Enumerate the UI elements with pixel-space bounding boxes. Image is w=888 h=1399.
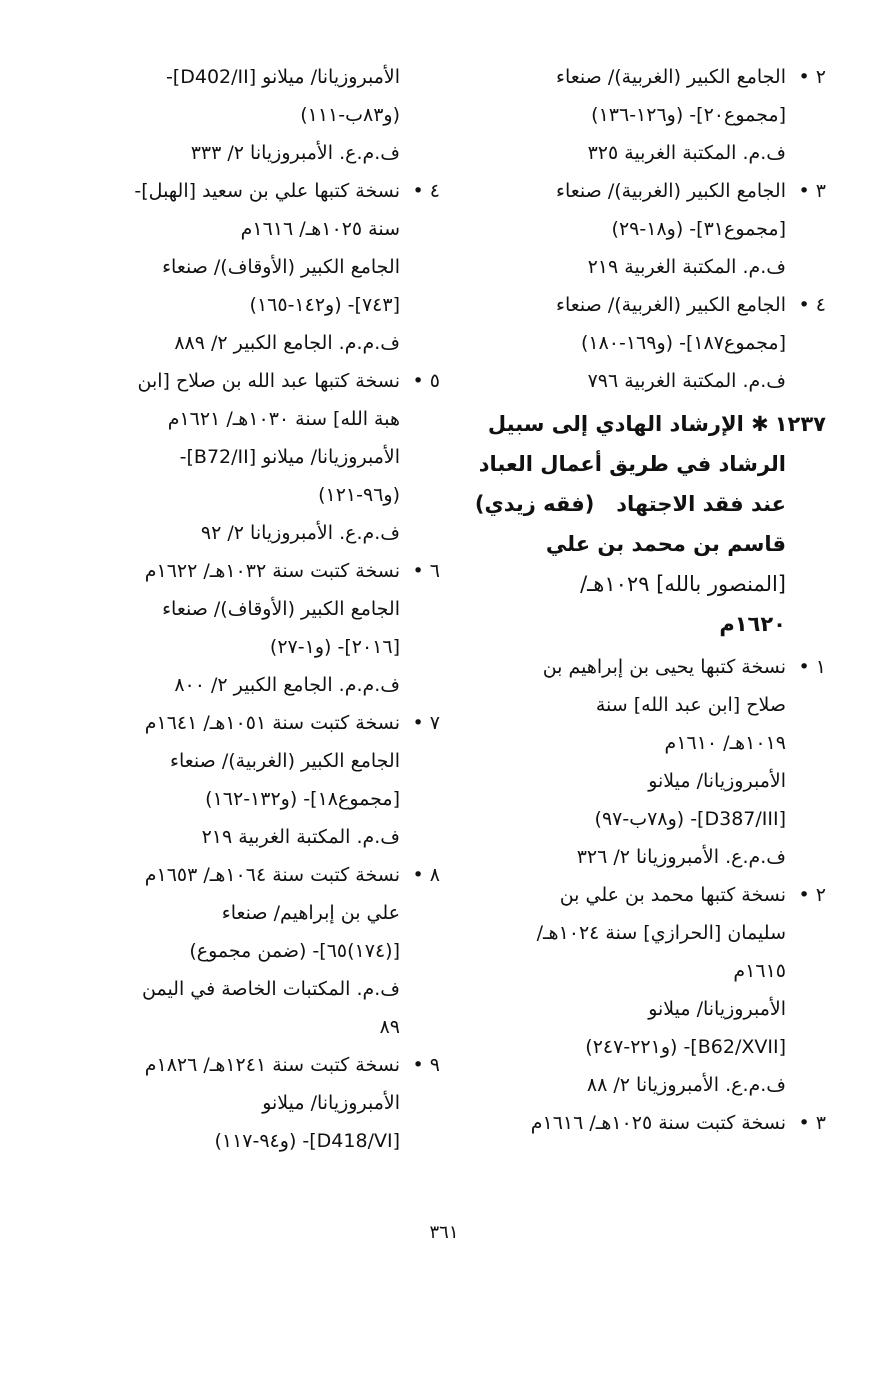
item-line: نسخة كتبها علي بن سعيد [الهبل]-	[134, 180, 400, 202]
item-line: سنة ١٠٢٥هـ/ ١٦١٦م	[240, 218, 400, 240]
item-line: ١٠١٩هـ/ ١٦١٠م	[664, 732, 786, 754]
item-marker: ٤ •	[412, 180, 440, 202]
item-line: (و٨٣ب-١١١)	[300, 104, 400, 126]
item-line: ف.م. المكتبة الغربية ٣٢٥	[587, 142, 786, 164]
item-line: ٨٩	[379, 1016, 400, 1038]
manuscript-item	[92, 856, 440, 1046]
entry-number: ١٢٣٧	[774, 412, 826, 436]
manuscript-item	[92, 552, 440, 704]
right-column	[474, 58, 826, 1142]
item-line: نسخة كتبت سنة ١٠٦٤هـ/ ١٦٥٣م	[144, 864, 400, 886]
item-line: ف.م.ع. الأمبروزيانا ٢/ ٩٢	[200, 522, 400, 544]
item-line: نسخة كتبها عبد الله بن صلاح [ابن	[137, 370, 400, 392]
entry-heading	[474, 404, 826, 644]
item-line: الجامع الكبير (الغربية)/ صنعاء	[170, 750, 400, 772]
item-line: [مجموع١٨]- (و١٣٢-١٦٢)	[205, 788, 400, 810]
item-line: (و٩٦-١٢١)	[318, 484, 400, 506]
item-line: صلاح [ابن عبد الله] سنة	[595, 694, 786, 716]
manuscript-item	[92, 1046, 440, 1160]
manuscript-item	[478, 1104, 826, 1142]
item-line: ف.م. المكتبة الغربية ٢١٩	[587, 256, 786, 278]
item-line: [(١٧٤)٦٥]- (ضمن مجموع)	[189, 940, 400, 962]
item-line: ف.م. المكتبة الغربية ٧٩٦	[587, 370, 786, 392]
item-line: نسخة كتبت سنة ١٠٢٥هـ/ ١٦١٦م	[530, 1112, 786, 1134]
item-line: سليمان [الحرازي] سنة ١٠٢٤هـ/	[536, 922, 786, 944]
item-line: [مجموع٢٠]- (و١٢٦-١٣٦)	[591, 104, 786, 126]
item-line: الأمبروزيانا/ ميلانو	[648, 998, 786, 1020]
item-marker: ٥ •	[412, 370, 440, 392]
entry-title: الإرشاد الهادي إلى سبيل	[487, 412, 744, 436]
item-marker: ٣ •	[798, 180, 826, 202]
entry-author: ١٦٢٠م	[719, 612, 786, 636]
star-icon: ✱	[751, 412, 769, 436]
item-line: هبة الله] سنة ١٠٣٠هـ/ ١٦٢١م	[167, 408, 400, 430]
manuscript-item	[92, 362, 440, 552]
item-line: نسخة كتبها يحيى بن إبراهيم بن	[542, 656, 786, 678]
item-line: [٢٠١٦]- (و١-٢٧)	[269, 636, 400, 658]
manuscript-item	[92, 704, 440, 856]
item-line: [مجموع١٨٧]- (و١٦٩-١٨٠)	[580, 332, 786, 354]
entry-subject: (فقه زيدي)	[474, 492, 595, 516]
entry-title-line	[474, 484, 826, 524]
manuscript-item	[478, 876, 826, 1104]
item-line: [D418/VI]- (و٩٤-١١٧)	[214, 1130, 400, 1152]
item-line: الجامع الكبير (الغربية)/ صنعاء	[556, 66, 786, 88]
manuscript-item	[92, 172, 440, 362]
manuscript-item	[478, 648, 826, 876]
item-line: نسخة كتبت سنة ١٠٥١هـ/ ١٦٤١م	[144, 712, 400, 734]
item-marker: ٩ •	[412, 1054, 440, 1076]
item-line: نسخة كتبت سنة ١٢٤١هـ/ ١٨٢٦م	[144, 1054, 400, 1076]
item-line: الجامع الكبير (الأوقاف)/ صنعاء	[162, 598, 400, 620]
item-line: ف.م.ع. الأمبروزيانا ٢/ ٨٨	[586, 1074, 786, 1096]
item-line: الأمبروزيانا/ ميلانو	[648, 770, 786, 792]
entry-title-line: الرشاد في طريق أعمال العباد	[478, 452, 786, 476]
item-line: علي بن إبراهيم/ صنعاء	[221, 902, 400, 924]
item-line: الجامع الكبير (الأوقاف)/ صنعاء	[162, 256, 400, 278]
item-line: ف.م.م. الجامع الكبير ٢/ ٨٨٩	[174, 332, 400, 354]
item-marker: ٢ •	[798, 66, 826, 88]
manuscript-item	[478, 58, 826, 172]
item-marker: ٣ •	[798, 1112, 826, 1134]
entry-title: عند فقد الاجتهاد	[616, 492, 786, 516]
item-line: ف.م. المكتبة الغربية ٢١٩	[201, 826, 400, 848]
item-line: الأمبروزيانا/ ميلانو [B72/II]-	[179, 446, 400, 468]
item-line: [D387/III]- (و٧٨ب-٩٧)	[594, 808, 786, 830]
item-line: [مجموع٣١]- (و١٨-٢٩)	[611, 218, 786, 240]
item-line: [٧٤٣]- (و١٤٢-١٦٥)	[249, 294, 400, 316]
item-marker: ٤ •	[798, 294, 826, 316]
manuscript-item	[478, 172, 826, 286]
page-number: ٣٦١	[429, 1222, 459, 1243]
item-marker: ٧ •	[412, 712, 440, 734]
manuscript-item	[478, 286, 826, 400]
continuation-block	[92, 58, 440, 172]
item-line: نسخة كتبت سنة ١٠٣٢هـ/ ١٦٢٢م	[144, 560, 400, 582]
item-line: الجامع الكبير (الغربية)/ صنعاء	[556, 180, 786, 202]
item-line: الأمبروزيانا/ ميلانو	[262, 1092, 400, 1114]
item-line: ف.م.ع. الأمبروزيانا ٢/ ٣٢٦	[576, 846, 786, 868]
item-line: ف.م.ع. الأمبروزيانا ٢/ ٣٣٣	[190, 142, 400, 164]
item-line: نسخة كتبها محمد بن علي بن	[559, 884, 786, 906]
item-line: الأمبروزيانا/ ميلانو [D402/II]-	[165, 66, 400, 88]
item-line: [B62/XVII]- (و٢٢١-٢٤٧)	[585, 1036, 786, 1058]
item-marker: ١ •	[798, 656, 826, 678]
left-column	[92, 58, 440, 1160]
entry-author: [المنصور بالله] ١٠٢٩هـ/	[580, 572, 786, 596]
item-line: ف.م. المكتبات الخاصة في اليمن	[142, 978, 400, 1000]
entry-title-line	[478, 404, 826, 444]
item-line: ١٦١٥م	[733, 960, 786, 982]
item-line: ف.م.م. الجامع الكبير ٢/ ٨٠٠	[174, 674, 400, 696]
entry-author: قاسم بن محمد بن علي	[545, 532, 786, 556]
item-line: الجامع الكبير (الغربية)/ صنعاء	[556, 294, 786, 316]
item-marker: ٦ •	[412, 560, 440, 582]
item-marker: ٨ •	[412, 864, 440, 886]
item-marker: ٢ •	[798, 884, 826, 906]
